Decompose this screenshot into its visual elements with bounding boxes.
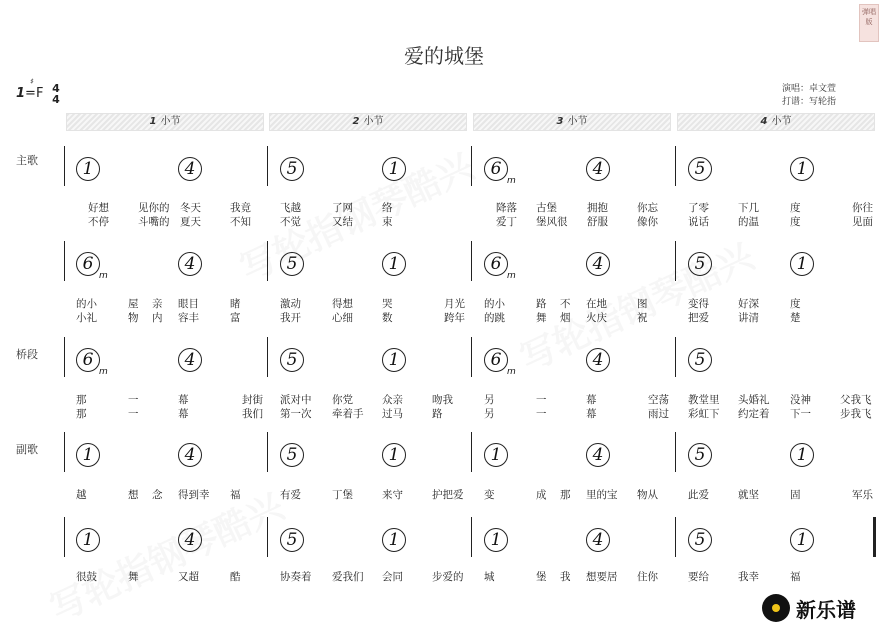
chord-degree: 4 xyxy=(184,445,196,465)
bar-line xyxy=(471,241,472,281)
chord-degree: 1 xyxy=(82,159,94,179)
lyric-word: 想要居 xyxy=(586,571,618,583)
lyric-word: 在地 xyxy=(586,298,607,310)
lyric-word: 牵着手 xyxy=(332,408,364,420)
bar-line xyxy=(64,337,65,377)
chord-degree: 4 xyxy=(592,159,604,179)
time-signature-bottom: 4 xyxy=(52,93,60,106)
chord-symbol xyxy=(178,252,202,276)
chord-degree: 6 xyxy=(82,254,94,274)
bar-line xyxy=(471,146,472,186)
lyric-word: 的温 xyxy=(738,216,759,228)
lyric-word: 堡风很 xyxy=(536,216,568,228)
chord-symbol xyxy=(76,348,108,377)
lyric-word: 楚 xyxy=(790,312,801,324)
lyric-word: 斗嘴的 xyxy=(138,216,170,228)
lyric-word: 心细 xyxy=(332,312,353,324)
lyric-word: 物 xyxy=(128,312,139,324)
chord-symbol xyxy=(280,528,304,552)
bar-line xyxy=(675,337,676,377)
chord-degree: 1 xyxy=(388,530,400,550)
chord-degree: 6 xyxy=(82,350,94,370)
chord-symbol xyxy=(178,443,202,467)
lyric-word: 福 xyxy=(790,571,801,583)
lyric-word: 了网 xyxy=(332,202,353,214)
chord-symbol xyxy=(280,157,304,181)
chord-degree: 1 xyxy=(490,445,502,465)
lyric-word: 了零 xyxy=(688,202,709,214)
lyric-word: 协奏着 xyxy=(280,571,312,583)
bar-line xyxy=(64,241,65,281)
lyric-word: 来守 xyxy=(382,489,403,501)
lyric-word: 舞 xyxy=(536,312,547,324)
bar-line xyxy=(675,432,676,472)
measure-header xyxy=(269,113,467,131)
lyric-word: 得想 xyxy=(332,298,353,310)
version-badge: 弹唱版 xyxy=(859,4,879,42)
chord-symbol xyxy=(790,443,814,467)
site-logo-text: 新乐谱 xyxy=(796,598,856,622)
lyric-word: 得到幸 xyxy=(178,489,210,501)
chord-quality: m xyxy=(99,367,108,377)
lyric-word: 成 xyxy=(536,489,547,501)
lyric-word: 就坚 xyxy=(738,489,759,501)
key-equals: = xyxy=(25,86,36,101)
lyric-word: 的小 xyxy=(484,298,505,310)
lyric-word: 物从 xyxy=(637,489,658,501)
lyric-word: 过马 xyxy=(382,408,403,420)
lyric-word: 众亲 xyxy=(382,394,403,406)
lyric-word: 不觉 xyxy=(280,216,301,228)
bar-line xyxy=(675,146,676,186)
measure-number: 3 xyxy=(556,116,564,127)
lyric-word: 亲 xyxy=(152,298,163,310)
lyric-word: 父我飞 xyxy=(840,394,872,406)
chord-degree: 4 xyxy=(184,159,196,179)
chord-degree: 1 xyxy=(796,530,808,550)
lyric-word: 第一次 xyxy=(280,408,312,420)
bar-line xyxy=(64,146,65,186)
key-signature xyxy=(16,77,44,101)
chord-degree: 5 xyxy=(286,530,298,550)
section-label-verse: 主歌 xyxy=(16,154,38,167)
lyric-word: 的小 xyxy=(76,298,97,310)
chord-symbol xyxy=(790,528,814,552)
lyric-word: 我们 xyxy=(242,408,263,420)
time-signature xyxy=(51,83,61,105)
measure-label: 小节 xyxy=(160,116,181,127)
lyric-word: 变得 xyxy=(688,298,709,310)
lyric-word: 空荡 xyxy=(648,394,669,406)
lyric-word: 越 xyxy=(76,489,87,501)
performer: 演唱：卓文萱 xyxy=(782,84,837,94)
chord-symbol xyxy=(586,528,610,552)
lyric-word: 拥抱 xyxy=(587,202,608,214)
lyric-word: 固 xyxy=(790,489,801,501)
lyric-word: 酷 xyxy=(230,571,241,583)
lyric-word: 幕 xyxy=(586,394,597,406)
lyric-word: 步我飞 xyxy=(840,408,872,420)
chord-degree: 5 xyxy=(694,254,706,274)
lyric-word: 丁堡 xyxy=(332,489,353,501)
lyric-word: 会同 xyxy=(382,571,403,583)
lyric-word: 说话 xyxy=(688,216,709,228)
chord-symbol xyxy=(76,443,100,467)
lyric-word: 你党 xyxy=(332,394,353,406)
watermark-text xyxy=(231,139,481,292)
lyric-word: 住你 xyxy=(637,571,658,583)
lyric-word: 步爱的 xyxy=(432,571,464,583)
bar-line xyxy=(675,241,676,281)
lyric-word: 古堡 xyxy=(536,202,557,214)
chord-symbol xyxy=(382,528,406,552)
lyric-word: 见你的 xyxy=(138,202,170,214)
chord-degree: 4 xyxy=(592,254,604,274)
chord-degree: 5 xyxy=(694,445,706,465)
lyric-word: 福 xyxy=(230,489,241,501)
page-title: 爱的城堡 xyxy=(404,44,484,68)
chord-symbol xyxy=(484,443,508,467)
watermark-text xyxy=(511,229,761,382)
chord-symbol xyxy=(178,528,202,552)
lyric-word: 城 xyxy=(484,571,495,583)
lyric-word: 不停 xyxy=(88,216,109,228)
lyric-word: 度 xyxy=(790,298,801,310)
lyric-word: 幕 xyxy=(178,408,189,420)
chord-symbol xyxy=(688,252,712,276)
lyric-word: 封街 xyxy=(242,394,263,406)
bar-line xyxy=(267,146,268,186)
chord-symbol xyxy=(280,443,304,467)
credits xyxy=(782,83,836,109)
chord-symbol xyxy=(76,528,100,552)
sharp-icon: ♯ xyxy=(30,77,34,86)
lyric-word: 飞越 xyxy=(280,202,301,214)
lyric-word: 激动 xyxy=(280,298,301,310)
chord-degree: 1 xyxy=(388,254,400,274)
lyric-word: 好深 xyxy=(738,298,759,310)
chord-degree: 6 xyxy=(490,350,502,370)
lyric-word: 我开 xyxy=(280,312,301,324)
lyric-word: 哭 xyxy=(382,298,393,310)
lyric-word: 见面 xyxy=(852,216,873,228)
measure-label: 小节 xyxy=(567,116,588,127)
chord-symbol xyxy=(382,252,406,276)
bar-line xyxy=(675,517,676,557)
lyric-word: 络 xyxy=(382,202,393,214)
lyric-word: 彩虹下 xyxy=(688,408,720,420)
lyric-word: 我幸 xyxy=(738,571,759,583)
lyric-word: 有爱 xyxy=(280,489,301,501)
bar-line xyxy=(64,432,65,472)
chord-symbol xyxy=(790,252,814,276)
lyric-word: 冬天 xyxy=(180,202,201,214)
bar-line xyxy=(267,517,268,557)
chord-degree: 6 xyxy=(490,159,502,179)
measure-header xyxy=(66,113,264,131)
lyric-word: 雨过 xyxy=(648,408,669,420)
lyric-word: 幕 xyxy=(586,408,597,420)
lyric-word: 又超 xyxy=(178,571,199,583)
watermark-text xyxy=(41,479,291,632)
lyric-word: 此爱 xyxy=(688,489,709,501)
lyric-word: 内 xyxy=(152,312,163,324)
lyric-word: 派对中 xyxy=(280,394,312,406)
lyric-word: 军乐 xyxy=(852,489,873,501)
lyric-word: 一 xyxy=(128,408,139,420)
chord-symbol xyxy=(484,157,516,186)
key-one: 1 xyxy=(16,86,26,101)
chord-symbol xyxy=(586,252,610,276)
lyric-word: 我 xyxy=(560,571,571,583)
section-label-bridge: 桥段 xyxy=(16,348,38,361)
bar-line xyxy=(267,432,268,472)
lyric-word: 小礼 xyxy=(76,312,97,324)
measure-label: 小节 xyxy=(363,116,384,127)
lyric-word: 里的宝 xyxy=(586,489,618,501)
chord-degree: 5 xyxy=(694,530,706,550)
chord-quality: m xyxy=(99,271,108,281)
lyric-word: 舒服 xyxy=(587,216,608,228)
chord-symbol xyxy=(586,348,610,372)
chord-symbol xyxy=(280,252,304,276)
lyric-word: 下一 xyxy=(790,408,811,420)
end-bar-line xyxy=(873,517,876,557)
chord-degree: 4 xyxy=(184,350,196,370)
lyric-word: 祝 xyxy=(637,312,648,324)
chord-symbol xyxy=(382,443,406,467)
lyric-word: 降落 xyxy=(496,202,517,214)
chord-degree: 1 xyxy=(388,159,400,179)
lyric-word: 约定着 xyxy=(738,408,770,420)
chord-degree: 4 xyxy=(184,530,196,550)
chord-symbol xyxy=(484,528,508,552)
lyric-word: 爱丁 xyxy=(496,216,517,228)
lyric-word: 的跳 xyxy=(484,312,505,324)
lyric-word: 你忘 xyxy=(637,202,658,214)
lyric-word: 路 xyxy=(536,298,547,310)
chord-symbol xyxy=(586,443,610,467)
lyric-word: 月光 xyxy=(444,298,465,310)
chord-quality: m xyxy=(507,367,516,377)
lyric-word: 好想 xyxy=(88,202,109,214)
bar-line xyxy=(471,432,472,472)
chord-symbol xyxy=(280,348,304,372)
arranger: 打谱：写轮指 xyxy=(782,97,837,107)
chord-degree: 1 xyxy=(796,159,808,179)
chord-symbol xyxy=(688,528,712,552)
chord-quality: m xyxy=(507,176,516,186)
lyric-word: 你往 xyxy=(852,202,873,214)
lyric-word: 爱我们 xyxy=(332,571,364,583)
chord-symbol xyxy=(178,348,202,372)
lyric-word: 幕 xyxy=(178,394,189,406)
record-disc-icon xyxy=(762,594,790,622)
chord-symbol xyxy=(688,157,712,181)
lyric-word: 火庆 xyxy=(586,312,607,324)
lyric-word: 睹 xyxy=(230,298,241,310)
lyric-word: 容丰 xyxy=(178,312,199,324)
lyric-word: 图 xyxy=(637,298,648,310)
chord-symbol xyxy=(688,348,712,372)
lyric-word: 一 xyxy=(536,394,547,406)
measure-header xyxy=(677,113,875,131)
lyric-word: 下几 xyxy=(738,202,759,214)
lyric-word: 一 xyxy=(536,408,547,420)
section-label-chorus: 副歌 xyxy=(16,443,38,456)
lyric-word: 屋 xyxy=(128,298,139,310)
lyric-word: 要给 xyxy=(688,571,709,583)
chord-degree: 5 xyxy=(286,445,298,465)
lyric-word: 跨年 xyxy=(444,312,465,324)
lyric-word: 另 xyxy=(484,394,495,406)
lyric-word: 另 xyxy=(484,408,495,420)
lyric-word: 眼目 xyxy=(178,298,199,310)
lyric-word: 头婚礼 xyxy=(738,394,770,406)
lyric-word: 教堂里 xyxy=(688,394,720,406)
lyric-word: 一 xyxy=(128,394,139,406)
chord-degree: 1 xyxy=(796,445,808,465)
key-note: F xyxy=(35,86,44,101)
bar-line xyxy=(471,337,472,377)
chord-degree: 4 xyxy=(592,530,604,550)
lyric-word: 束 xyxy=(382,216,393,228)
chord-symbol xyxy=(178,157,202,181)
lyric-word: 富 xyxy=(230,312,241,324)
lyric-word: 度 xyxy=(790,216,801,228)
lyric-word: 又结 xyxy=(332,216,353,228)
chord-degree: 1 xyxy=(490,530,502,550)
lyric-word: 不 xyxy=(560,298,571,310)
bar-line xyxy=(471,517,472,557)
measure-header xyxy=(473,113,671,131)
bar-line xyxy=(267,241,268,281)
chord-degree: 4 xyxy=(184,254,196,274)
time-signature-top: 4 xyxy=(52,82,60,95)
lyric-word: 那 xyxy=(560,489,571,501)
measure-number: 1 xyxy=(149,116,157,127)
chord-degree: 5 xyxy=(694,159,706,179)
lyric-word: 没神 xyxy=(790,394,811,406)
lyric-word: 想 xyxy=(128,489,139,501)
chord-degree: 1 xyxy=(796,254,808,274)
lyric-word: 吻我 xyxy=(432,394,453,406)
chord-degree: 1 xyxy=(82,445,94,465)
chord-degree: 5 xyxy=(286,350,298,370)
chord-degree: 1 xyxy=(388,445,400,465)
lyric-word: 讲清 xyxy=(738,312,759,324)
lyric-word: 那 xyxy=(76,408,87,420)
lyric-word: 那 xyxy=(76,394,87,406)
chord-degree: 4 xyxy=(592,445,604,465)
chord-degree: 1 xyxy=(82,530,94,550)
chord-degree: 4 xyxy=(592,350,604,370)
bar-line xyxy=(267,337,268,377)
chord-symbol xyxy=(790,157,814,181)
measure-number: 4 xyxy=(760,116,768,127)
lyric-word: 念 xyxy=(152,489,163,501)
lyric-word: 把爱 xyxy=(688,312,709,324)
measure-number: 2 xyxy=(352,116,360,127)
lyric-word: 很鼓 xyxy=(76,571,97,583)
lyric-word: 不知 xyxy=(230,216,251,228)
lyric-word: 像你 xyxy=(637,216,658,228)
bar-line xyxy=(64,517,65,557)
chord-degree: 5 xyxy=(286,159,298,179)
chord-quality: m xyxy=(507,271,516,281)
lyric-word: 护把爱 xyxy=(432,489,464,501)
chord-symbol xyxy=(76,252,108,281)
chord-symbol xyxy=(484,348,516,377)
chord-degree: 6 xyxy=(490,254,502,274)
chord-symbol xyxy=(484,252,516,281)
lyric-word: 我竟 xyxy=(230,202,251,214)
lyric-word: 路 xyxy=(432,408,443,420)
chord-degree: 5 xyxy=(694,350,706,370)
lyric-word: 变 xyxy=(484,489,495,501)
measure-label: 小节 xyxy=(771,116,792,127)
lyric-word: 夏天 xyxy=(180,216,201,228)
lyric-word: 数 xyxy=(382,312,393,324)
chord-degree: 5 xyxy=(286,254,298,274)
chord-degree: 1 xyxy=(388,350,400,370)
chord-symbol xyxy=(586,157,610,181)
lyric-word: 烟 xyxy=(560,312,571,324)
chord-symbol xyxy=(688,443,712,467)
lyric-word: 堡 xyxy=(536,571,547,583)
lyric-word: 舞 xyxy=(128,571,139,583)
chord-symbol xyxy=(382,157,406,181)
lyric-word: 度 xyxy=(790,202,801,214)
chord-symbol xyxy=(382,348,406,372)
chord-symbol xyxy=(76,157,100,181)
